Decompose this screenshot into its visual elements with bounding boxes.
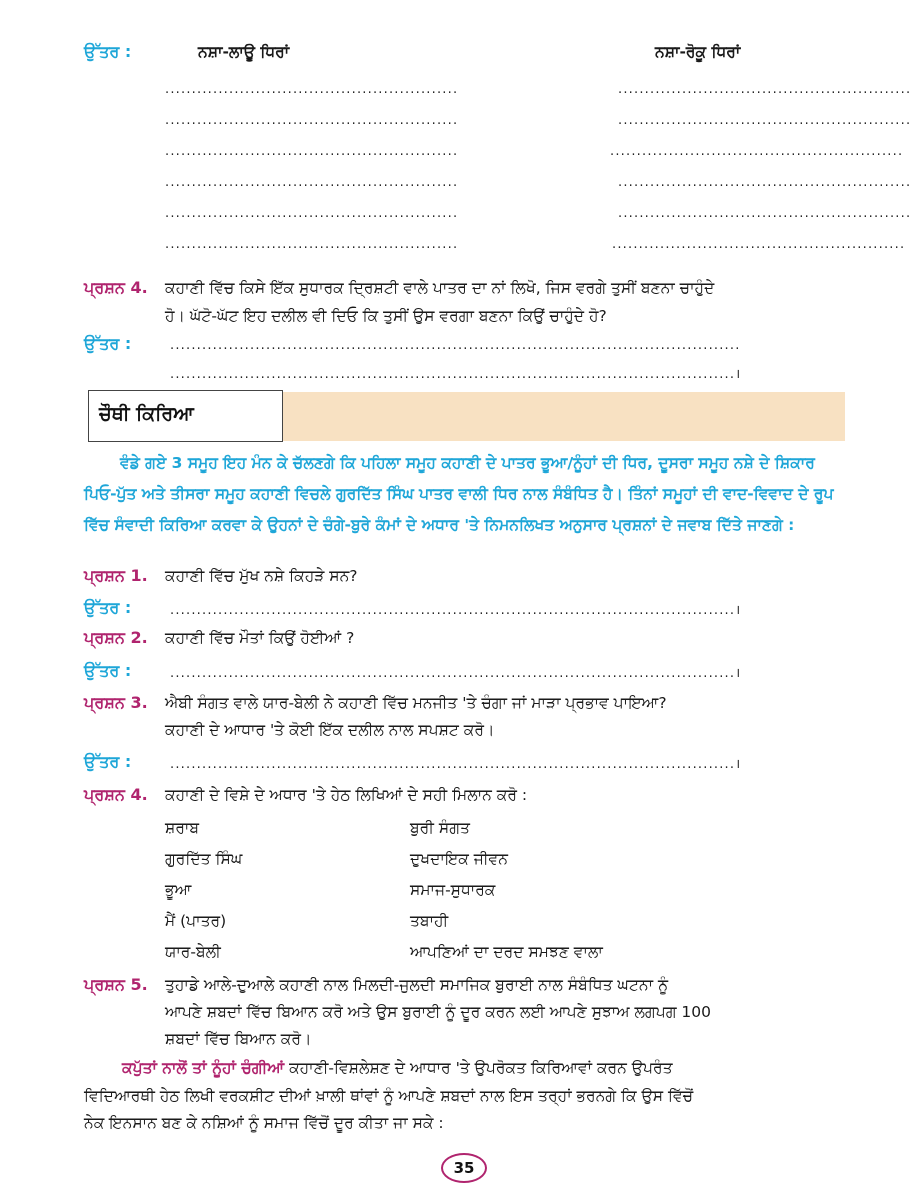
- match-item-right: ਆਪਣਿਆਂ ਦਾ ਦਰਦ ਸਮਝਣ ਵਾਲਾ: [410, 943, 603, 961]
- question-text: ਆਪਣੇ ਸ਼ਬਦਾਂ ਵਿੱਚ ਬਿਆਨ ਕਰੋ ਅਤੇ ਉਸ ਬੁਰਾਈ ਨੂੰ ਦੂਰ ਕਰਨ ਲਈ ਆਪਣੇ ਸੁਝਾਅ ਲਗਪਗ 100: [165, 1003, 712, 1021]
- answer-line[interactable]: ..........................................................................................................।: [170, 757, 742, 772]
- match-item-left: ਮੈਂ (ਪਾਤਰ): [165, 912, 227, 930]
- blank-line[interactable]: .......................................................: [165, 175, 459, 190]
- match-item-left: ਯਾਰ-ਬੇਲੀ: [165, 943, 221, 961]
- blank-line[interactable]: .......................................................: [165, 237, 459, 252]
- question-text: ਕਹਾਣੀ ਵਿੱਚ ਮੌਤਾਂ ਕਿਉਂ ਹੋਈਆਂ ?: [165, 629, 355, 647]
- answer-label: ਉੱਤਰ :: [84, 661, 132, 680]
- answer-line[interactable]: ..........................................................................................................।: [170, 367, 742, 382]
- blank-line[interactable]: .......................................................: [618, 206, 911, 221]
- closing-text: ਕਹਾਣੀ-ਵਿਸ਼ਲੇਸ਼ਣ ਦੇ ਆਧਾਰ 'ਤੇ ਉਪਰੋਕਤ ਕਿਰਿਆਵਾਂ ਕਰਨ ਉਪਰੰਤ: [284, 1059, 673, 1077]
- answer-label: ਉੱਤਰ :: [84, 752, 132, 771]
- question-text: ਤੁਹਾਡੇ ਆਲੇ-ਦੁਆਲੇ ਕਹਾਣੀ ਨਾਲ ਮਿਲਦੀ-ਜੁਲਦੀ ਸਮਾਜਿਕ ਬੁਰਾਈ ਨਾਲ ਸੰਬੰਧਿਤ ਘਟਨਾ ਨੂੰ: [165, 976, 669, 994]
- section-band: [283, 392, 845, 441]
- page-number: 35: [441, 1153, 487, 1183]
- match-item-right: ਦੁਖਦਾਇਕ ਜੀਵਨ: [410, 850, 508, 868]
- answer-label: ਉੱਤਰ :: [84, 42, 132, 61]
- blank-line[interactable]: .......................................................: [618, 82, 911, 97]
- question-text: ਹੋ। ਘੱਟੋ-ਘੱਟ ਇਹ ਦਲੀਲ ਵੀ ਦਿਓ ਕਿ ਤੁਸੀਂ ਉਸ ਵਰਗਾ ਬਣਨਾ ਕਿਉਂ ਚਾਹੁੰਦੇ ਹੋ?: [165, 307, 607, 325]
- question-text: ਕਹਾਣੀ ਦੇ ਵਿਸ਼ੇ ਦੇ ਅਧਾਰ 'ਤੇ ਹੇਠ ਲਿਖਿਆਂ ਦੇ ਸਹੀ ਮਿਲਾਨ ਕਰੋ :: [165, 786, 528, 804]
- question-text: ਕਹਾਣੀ ਵਿੱਚ ਮੁੱਖ ਨਸ਼ੇ ਕਿਹੜੇ ਸਨ?: [165, 567, 358, 585]
- match-item-right: ਸਮਾਜ-ਸੁਧਾਰਕ: [410, 881, 496, 899]
- blank-line[interactable]: .......................................................: [165, 82, 459, 97]
- blank-line[interactable]: .......................................................: [165, 206, 459, 221]
- question-text: ਕਹਾਣੀ ਦੇ ਆਧਾਰ 'ਤੇ ਕੋਈ ਇੱਕ ਦਲੀਲ ਨਾਲ ਸਪਸ਼ਟ ਕਰੋ।: [165, 721, 495, 739]
- column-header-left: ਨਸ਼ਾ-ਲਾਊ ਧਿਰਾਂ: [198, 43, 290, 61]
- section-title-box: [88, 390, 283, 442]
- blank-line[interactable]: .......................................................: [618, 113, 911, 128]
- question-label: ਪ੍ਰਸ਼ਨ 2.: [84, 628, 148, 647]
- answer-label: ਉੱਤਰ :: [84, 598, 132, 617]
- answer-line[interactable]: ..........................................................................................................।: [170, 603, 742, 618]
- closing-line-2: ਵਿਦਿਆਰਥੀ ਹੇਠ ਲਿਖੀ ਵਰਕਸ਼ੀਟ ਦੀਆਂ ਖ਼ਾਲੀ ਥਾਂਵਾਂ ਨੂੰ ਆਪਣੇ ਸ਼ਬਦਾਂ ਨਾਲ ਇਸ ਤਰ੍ਹਾਂ ਭਰਨਗੇ ਕਿ ਉਸ ਵਿੱਚੋਂ: [84, 1087, 694, 1105]
- question-label: ਪ੍ਰਸ਼ਨ 5.: [84, 975, 148, 994]
- answer-line[interactable]: ...........................................................................................................: [170, 338, 741, 353]
- match-item-left: ਸ਼ਰਾਬ: [165, 819, 200, 837]
- closing-line-3: ਨੇਕ ਇਨਸਾਨ ਬਣ ਕੇ ਨਸ਼ਿਆਂ ਨੂੰ ਸਮਾਜ ਵਿੱਚੋਂ ਦੂਰ ਕੀਤਾ ਜਾ ਸਕੇ :: [84, 1114, 444, 1132]
- question-label: ਪ੍ਰਸ਼ਨ 4.: [84, 278, 148, 297]
- answer-line[interactable]: ..........................................................................................................।: [170, 666, 742, 681]
- blank-line[interactable]: .......................................................: [165, 113, 459, 128]
- blank-line[interactable]: .......................................................: [618, 175, 911, 190]
- question-text: ਸ਼ਬਦਾਂ ਵਿੱਚ ਬਿਆਨ ਕਰੋ।: [165, 1030, 312, 1048]
- answer-label: ਉੱਤਰ :: [84, 334, 132, 353]
- question-label: ਪ੍ਰਸ਼ਨ 4.: [84, 785, 148, 804]
- match-item-left: ਗੁਰਦਿੱਤ ਸਿੰਘ: [165, 850, 243, 868]
- question-text: ਐਬੀ ਸੰਗਤ ਵਾਲੇ ਯਾਰ-ਬੇਲੀ ਨੇ ਕਹਾਣੀ ਵਿੱਚ ਮਨਜੀਤ 'ਤੇ ਚੰਗਾ ਜਾਂ ਮਾੜਾ ਪ੍ਰਭਾਵ ਪਾਇਆ?: [165, 694, 667, 712]
- question-label: ਪ੍ਰਸ਼ਨ 1.: [84, 566, 148, 585]
- match-item-right: ਬੁਰੀ ਸੰਗਤ: [410, 819, 470, 837]
- blank-line[interactable]: .......................................................: [165, 144, 459, 159]
- blank-line[interactable]: .......................................................: [612, 237, 906, 252]
- match-item-right: ਤਬਾਹੀ: [410, 912, 449, 930]
- question-label: ਪ੍ਰਸ਼ਨ 3.: [84, 693, 148, 712]
- question-text: ਕਹਾਣੀ ਵਿੱਚ ਕਿਸੇ ਇੱਕ ਸੁਧਾਰਕ ਦ੍ਰਿਸ਼ਟੀ ਵਾਲੇ ਪਾਤਰ ਦਾ ਨਾਂ ਲਿਖੋ, ਜਿਸ ਵਰਗੇ ਤੁਸੀਂ ਬਣਨਾ ਚਾਹੁੰਦੇ: [165, 279, 715, 297]
- intro-paragraph: ਵੰਡੇ ਗਏ 3 ਸਮੂਹ ਇਹ ਮੰਨ ਕੇ ਚੱਲਣਗੇ ਕਿ ਪਹਿਲਾ ਸਮੂਹ ਕਹਾਣੀ ਦੇ ਪਾਤਰ ਭੂਆ/ਨੂੰਹਾਂ ਦੀ ਧਿਰ, ਦੂਸਰਾ ਸਮੂਹ ਨਸ਼ੇ ਦੇ ਸ਼ਿਕਾਰ ਪਿਓ-ਪੁੱਤ ਅਤੇ ਤੀਸਰਾ ਸਮੂਹ ਕਹਾਣੀ ਵਿਚਲੇ ਗੁਰਦਿੱਤ ਸਿੰਘ ਪਾਤਰ ਵਾਲੀ ਧਿਰ ਨਾਲ ਸੰਬੰਧਿਤ ਹੈ। ਤਿੰਨਾਂ ਸਮੂਹਾਂ ਦੀ ਵਾਦ-ਵਿਵਾਦ ਦੇ ਰੂਪ ਵਿੱਚ ਸੰਵਾਦੀ ਕਿਰਿਆ ਕਰਵਾ ਕੇ ਉਹਨਾਂ ਦੇ ਚੰਗੇ-ਬੁਰੇ ਕੰਮਾਂ ਦੇ ਅਧਾਰ 'ਤੇ ਨਿਮਨਲਿਖਤ ਅਨੁਸਾਰ ਪ੍ਰਸ਼ਨਾਂ ਦੇ ਜਵਾਬ ਦਿੱਤੇ ਜਾਣਗੇ :: [84, 454, 834, 534]
- story-title-highlight: ਕਪੁੱਤਾਂ ਨਾਲੋਂ ਤਾਂ ਨੂੰਹਾਂ ਚੰਗੀਆਂ: [122, 1059, 285, 1077]
- column-header-right: ਨਸ਼ਾ-ਰੋਕੂ ਧਿਰਾਂ: [655, 43, 741, 61]
- match-item-left: ਭੂਆ: [165, 881, 192, 899]
- blank-line[interactable]: .......................................................: [610, 144, 904, 159]
- closing-line-1: [122, 1058, 673, 1078]
- section-title: ਚੌਥੀ ਕਿਰਿਆ: [99, 403, 194, 425]
